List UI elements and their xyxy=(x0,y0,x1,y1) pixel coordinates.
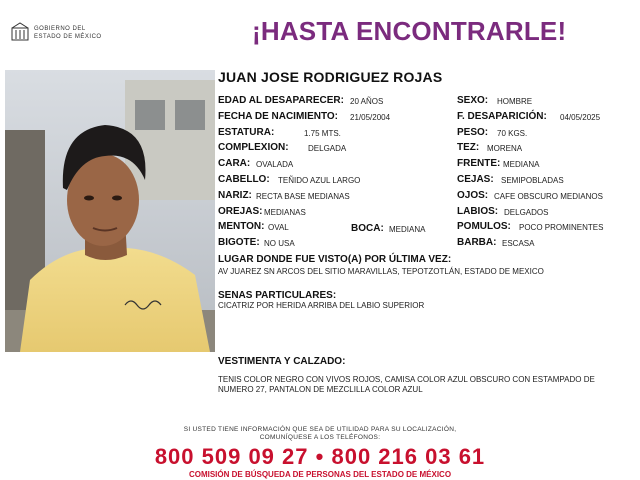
field-label-right: F. DESAPARICIÓN: xyxy=(457,110,547,122)
field-label-boca: BOCA: xyxy=(351,223,384,234)
field-label-right: BARBA: xyxy=(457,237,497,249)
person-name: JUAN JOSE RODRIGUEZ ROJAS xyxy=(218,69,443,85)
field-value-right: MEDIANA xyxy=(503,160,540,170)
state-seal-icon xyxy=(10,22,30,42)
contact-info-line-1: SI USTED TIENE INFORMACIÓN QUE SEA DE UTILIDAD PARA SU LOCALIZACIÓN, xyxy=(183,426,457,433)
vestimenta-label: VESTIMENTA Y CALZADO: xyxy=(218,356,346,367)
field-value-right: SEMIPOBLADAS xyxy=(501,176,564,185)
field-label-right: POMULOS: xyxy=(457,221,511,233)
field-value-right: ESCASA xyxy=(502,239,535,249)
field-value-left: 1.75 MTS. xyxy=(304,128,341,138)
field-label-right: OJOS: xyxy=(457,189,489,201)
field-value-left: DELGADA xyxy=(308,144,347,154)
field-label-right: FRENTE: xyxy=(457,158,501,170)
field-value-right: 04/05/2025 xyxy=(560,112,601,122)
field-label-right: PESO: xyxy=(457,126,489,138)
phone-separator: • xyxy=(315,444,325,469)
senas-value: CICATRIZ POR HERIDA ARRIBA DEL LABIO SUPERIOR xyxy=(218,301,425,310)
field-label-left: FECHA DE NACIMIENTO: xyxy=(218,110,338,122)
field-value-left: 21/05/2004 xyxy=(350,112,391,122)
field-value-left: OVAL xyxy=(268,223,289,233)
field-label-right: CEJAS: xyxy=(457,174,494,185)
field-label-left: EDAD AL DESAPARECER: xyxy=(218,95,344,106)
field-label-left: ESTATURA: xyxy=(218,126,275,138)
field-value-right: MORENA xyxy=(487,144,523,154)
phone-number-1[interactable]: 800 509 09 27 xyxy=(154,444,309,469)
phone-number-2[interactable]: 800 216 03 61 xyxy=(331,444,486,469)
person-photo-illustration xyxy=(5,70,215,352)
field-value-left: MEDIANAS xyxy=(264,207,306,217)
headline: ¡HASTA ENCONTRARLE! xyxy=(252,16,567,46)
field-value-left: RECTA BASE MEDIANAS xyxy=(256,191,350,201)
government-logo xyxy=(10,20,130,46)
field-label-left: CARA: xyxy=(218,158,251,170)
contact-info-line-2: COMUNÍQUESE A LOS TELÉFONOS: xyxy=(259,434,381,441)
field-value-right: HOMBRE xyxy=(497,97,533,106)
field-value-left: 20 AÑOS xyxy=(350,97,384,106)
field-value-left: NO USA xyxy=(264,239,295,249)
logo-line-2: ESTADO DE MÉXICO xyxy=(34,34,102,40)
field-value-left: TEÑIDO AZUL LARGO xyxy=(278,176,361,185)
field-value-boca: MEDIANA xyxy=(389,225,426,234)
field-label-left: BIGOTE: xyxy=(218,237,260,249)
field-label-right: TEZ: xyxy=(457,142,480,154)
field-value-right: POCO PROMINENTES xyxy=(519,223,604,233)
field-label-right: SEXO: xyxy=(457,95,489,106)
field-label-left: OREJAS: xyxy=(218,205,263,217)
field-label-left: NARIZ: xyxy=(218,189,252,201)
vestimenta-value: TENIS COLOR NEGRO CON VIVOS ROJOS, CAMISA COLOR AZUL OBSCURO CON ESTAMPADO DE NUMERO 27, PANTALON DE MEZCLILLA COLOR AZUL xyxy=(218,375,595,394)
field-label-left: MENTON: xyxy=(218,221,265,233)
field-value-right: DELGADOS xyxy=(504,207,549,217)
senas-label: SENAS PARTICULARES: xyxy=(218,290,337,301)
field-value-right: 70 KGS. xyxy=(497,128,528,138)
person-photo xyxy=(5,70,215,352)
field-label-left: CABELLO: xyxy=(218,174,270,185)
field-label-left: COMPLEXION: xyxy=(218,142,289,154)
field-label-right: LABIOS: xyxy=(457,205,499,217)
logo-line-1: GOBIERNO DEL xyxy=(34,26,86,32)
contact-info xyxy=(0,426,640,442)
commission-name: COMISIÓN DE BÚSQUEDA DE PERSONAS DEL ESTADO DE MÉXICO xyxy=(188,470,452,479)
field-value-left: OVALADA xyxy=(256,160,294,170)
lugar-label: LUGAR DONDE FUE VISTO(A) POR ÚLTIMA VEZ: xyxy=(218,254,452,265)
lugar-value: AV JUAREZ SN ARCOS DEL SITIO MARAVILLAS, TEPOTZOTLÁN, ESTADO DE MEXICO xyxy=(218,267,544,276)
phone-numbers xyxy=(0,444,640,470)
field-value-right: CAFE OBSCURO MEDIANOS xyxy=(494,191,603,201)
